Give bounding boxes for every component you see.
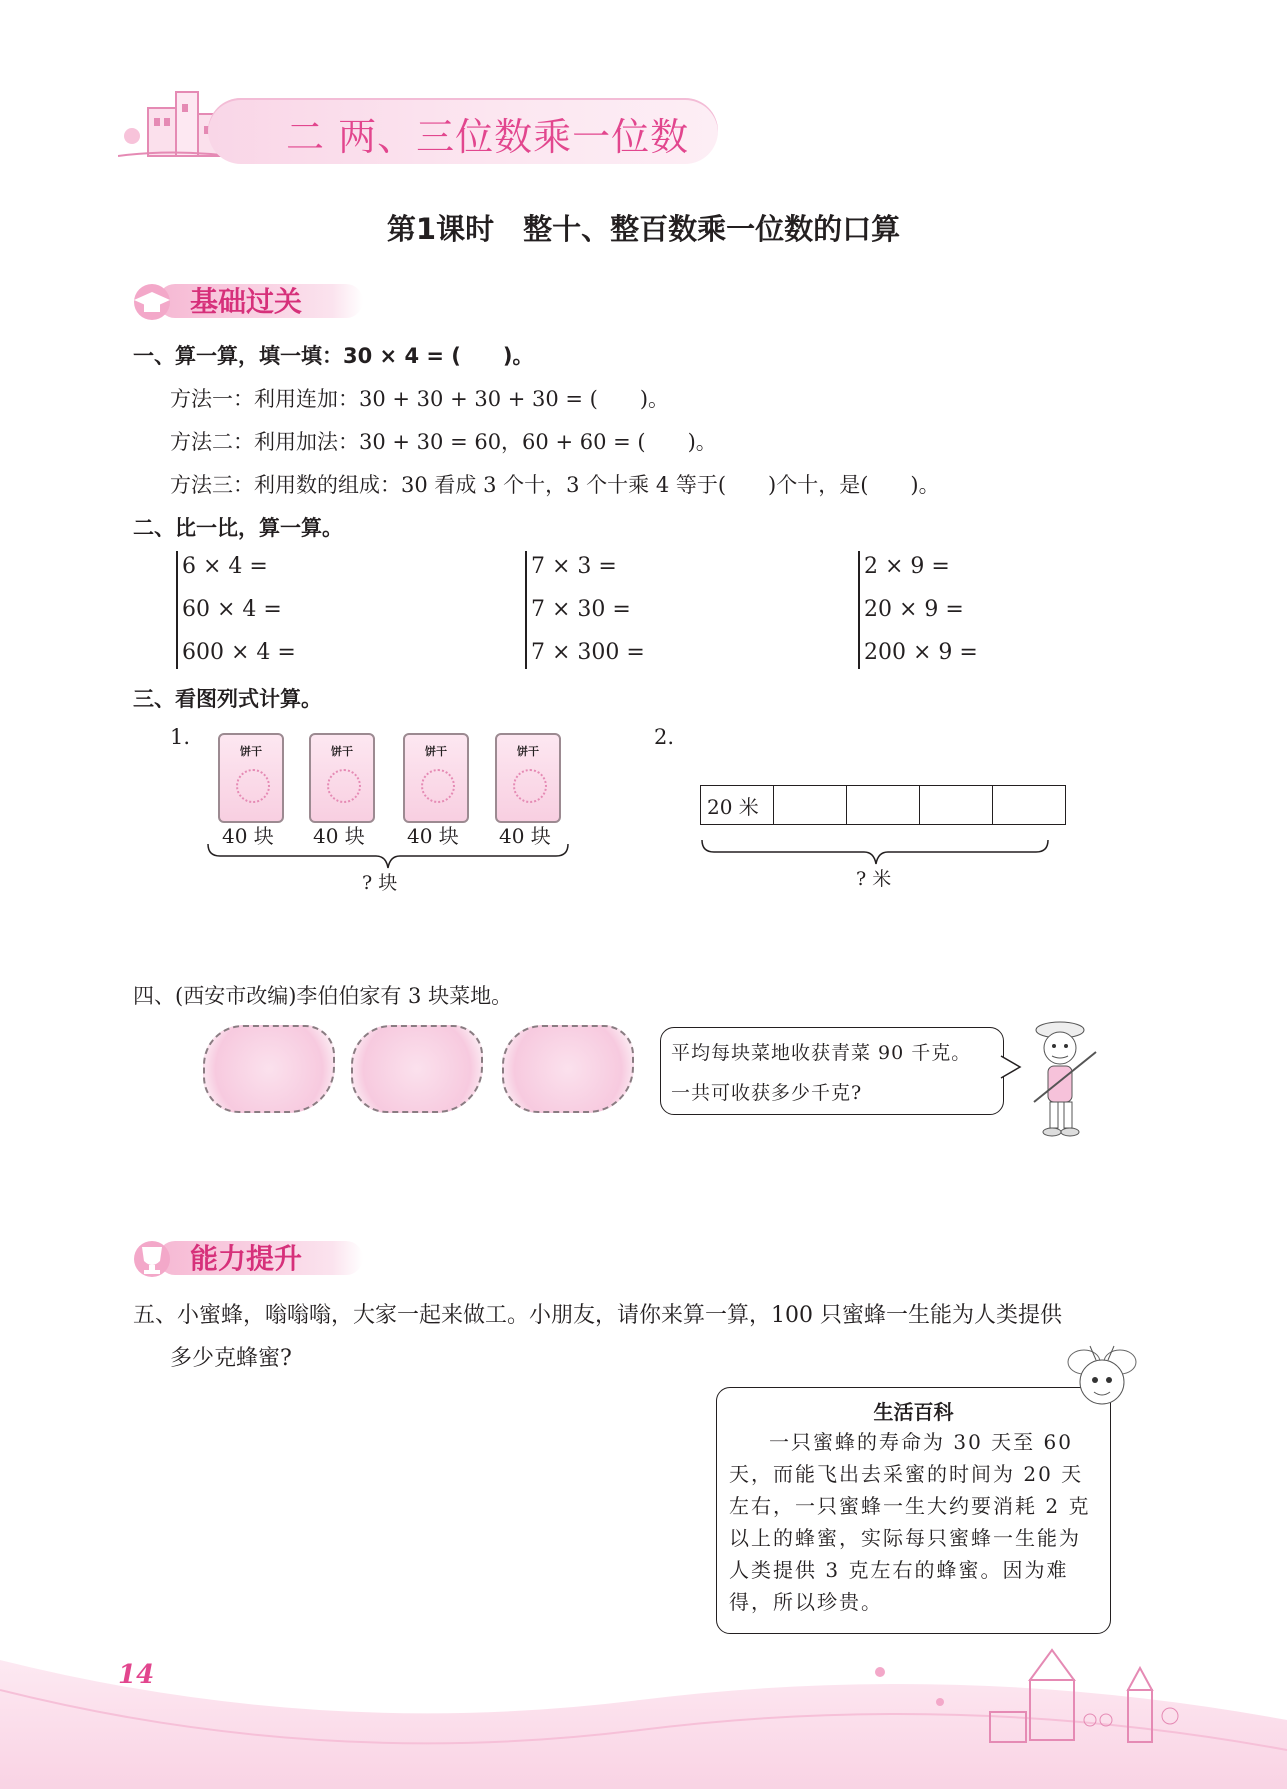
speech-bubble [660, 1027, 1004, 1115]
equation: 7 × 3 = [531, 554, 617, 579]
biscuit-count: 40 块 [407, 824, 459, 848]
q1-heading: 一、算一算，填一填：30 × 4 = ( )。 [133, 344, 534, 368]
vegetable-plot [351, 1025, 483, 1113]
biscuit-label: 饼干 [331, 745, 353, 758]
bubble-line: 平均每块菜地收获青菜 90 千克。 [671, 1042, 972, 1064]
equation: 20 × 9 = [864, 597, 964, 622]
equation: 7 × 30 = [531, 597, 631, 622]
info-box-text: 一只蜜蜂的寿命为 30 天至 60 天，而能飞出去采蜜的时间为 20 天左右，一只蜜蜂一生大约要消耗 2 克以上的蜂蜜，实际每只蜜蜂一生能为人类提供 3 克左右的蜂蜜。因为难得，所以珍贵。 [729, 1430, 1091, 1614]
lesson-title: 第1课时 整十、整百数乘一位数的口算 [386, 212, 901, 246]
q1-method2: 方法二：利用加法：30 + 30 = 60，60 + 60 = ( )。 [170, 430, 717, 454]
segment [993, 786, 1066, 825]
info-box [716, 1387, 1111, 1634]
biscuit-count: 40 块 [499, 824, 551, 848]
cookie-icon [327, 769, 361, 803]
page-number: 14 [118, 1660, 155, 1690]
farmer-icon [1024, 1018, 1104, 1142]
problem-number: 1. [170, 725, 191, 749]
q2-heading: 二、比一比，算一算。 [133, 516, 343, 540]
segment-bar [700, 785, 1066, 825]
q4-heading: 四、(西安市改编)李伯伯家有 3 块菜地。 [133, 984, 513, 1008]
equation: 200 × 9 = [864, 640, 978, 665]
q5-line2: 多少克蜂蜜? [170, 1346, 292, 1371]
problem-number: 2. [654, 725, 675, 749]
equation: 60 × 4 = [182, 597, 282, 622]
segment [774, 786, 847, 825]
total-unknown: ? 米 [856, 868, 892, 890]
q5-line1: 五、小蜜蜂，嗡嗡嗡，大家一起来做工。小朋友，请你来算一算，100 只蜜蜂一生能为人类提供 [133, 1303, 1062, 1328]
bubble-tail [1000, 1054, 1024, 1080]
biscuit-bag [309, 733, 375, 823]
info-box-title: 生活百科 [873, 1400, 954, 1424]
cookie-icon [421, 769, 455, 803]
footer-decoration [0, 1620, 1287, 1789]
total-unknown: ? 块 [362, 872, 398, 894]
trophy-icon [128, 1237, 178, 1277]
section-tag-advanced [128, 1235, 368, 1279]
section-tag-basic [128, 278, 368, 322]
biscuit-bag [218, 733, 284, 823]
vegetable-plot [502, 1025, 634, 1113]
q1-method3: 方法三：利用数的组成：30 看成 3 个十，3 个十乘 4 等于( )个十，是( )。 [170, 473, 940, 497]
cookie-icon [236, 769, 270, 803]
bubble-line: 一共可收获多少千克? [671, 1082, 863, 1104]
segment-label: 20 米 [701, 786, 774, 825]
biscuit-label: 饼干 [425, 745, 447, 758]
segment [847, 786, 920, 825]
cookie-icon [513, 769, 547, 803]
chapter-banner [118, 96, 723, 168]
biscuit-label: 饼干 [517, 745, 539, 758]
equation: 6 × 4 = [182, 554, 268, 579]
bee-icon [1060, 1342, 1144, 1414]
section-label: 基础过关 [190, 285, 303, 318]
vegetable-plot [203, 1025, 335, 1113]
biscuit-count: 40 块 [222, 824, 274, 848]
biscuit-count: 40 块 [313, 824, 365, 848]
graduation-cap-icon [128, 280, 178, 320]
biscuit-bag [495, 733, 561, 823]
segment [920, 786, 993, 825]
equation: 7 × 300 = [531, 640, 645, 665]
equation: 2 × 9 = [864, 554, 950, 579]
section-label: 能力提升 [190, 1242, 303, 1275]
chapter-title: 二 两、三位数乘一位数 [286, 115, 690, 159]
biscuit-bag [403, 733, 469, 823]
q3-heading: 三、看图列式计算。 [133, 687, 322, 711]
biscuit-label: 饼干 [240, 745, 262, 758]
q1-method1: 方法一：利用连加：30 + 30 + 30 + 30 = ( )。 [170, 387, 670, 411]
equation: 600 × 4 = [182, 640, 296, 665]
